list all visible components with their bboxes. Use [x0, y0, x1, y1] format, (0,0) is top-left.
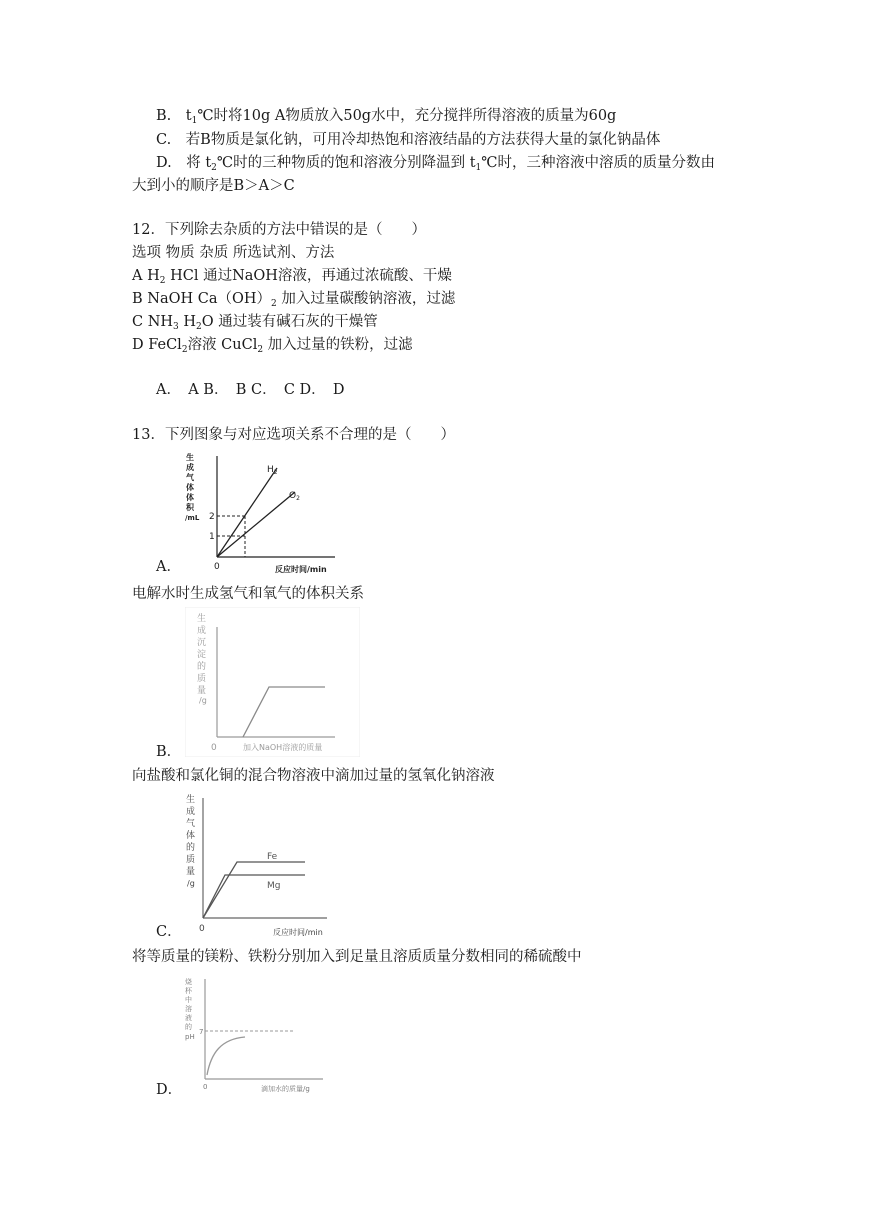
graph-d-ylabel-char: 烧 — [185, 978, 192, 986]
graph-a-ytick: 2 — [209, 512, 215, 522]
graph-b-xlabel: 加入NaOH溶液的质量 — [243, 743, 323, 752]
graph-c-ylabel-char: 气 — [186, 819, 196, 829]
graph-a-ylabel-char: 生 — [186, 453, 194, 462]
q13-option-a-caption: 电解水时生成氢气和氧气的体积关系 — [132, 586, 364, 602]
q12-row-d: D FeCl$_2$溶液 CuCl$_2$ 加入过量的铁粉，过滤 — [132, 337, 413, 355]
graph-c-ylabel-char: 生 — [186, 795, 196, 805]
graph-b-ylabel-char: 淀 — [197, 650, 207, 660]
graph-a-o2-label: $O_2$ — [289, 491, 300, 502]
graph-b-ylabel-char: 生 — [197, 614, 207, 624]
graph-a-ylabel-char: 成 — [186, 463, 194, 472]
graph-a-ylabel-char: 气 — [186, 473, 194, 482]
graph-a-o2-line — [217, 492, 295, 557]
graph-d-ylabel-char: 溶 — [185, 1005, 192, 1013]
graph-b-yunit: /g — [199, 696, 207, 705]
q12-row-a: A $H_2$ HCl 通过NaOH溶液，再通过浓硫酸、干燥 — [132, 268, 452, 286]
graph-b-ylabel-char: 的 — [197, 662, 207, 672]
graph-c-ylabel-char: 的 — [186, 843, 196, 853]
q12-row-b: B NaOH $Ca(OH)_2$ 加入过量碳酸钠溶液，过滤 — [132, 291, 456, 309]
graph-d-curve — [207, 1037, 245, 1075]
q11-option-b: B. $t_1℃$时将10g A物质放入50g水中，充分搅拌所得溶液的质量为60g — [156, 108, 617, 126]
graph-c-ylabel-char: 体 — [186, 831, 196, 841]
q13-option-c-caption: 将等质量的镁粉、铁粉分别加入到足量且溶质质量分数相同的稀硫酸中 — [132, 949, 582, 965]
graph-c-mg-label: Mg — [267, 881, 281, 891]
q13-option-d-label: D． — [156, 1082, 183, 1098]
q13-option-c-label: C． — [156, 924, 182, 940]
graph-b-ylabel-char: 量 — [197, 686, 207, 696]
graph-b-ylabel-char: 成 — [197, 626, 207, 636]
graph-d-ylabel-char: 杯 — [185, 987, 192, 995]
q13-option-b-label: B． — [156, 744, 182, 760]
graph-a-ylabel-char: 体 — [186, 483, 194, 492]
graph-c-mg-curve — [203, 875, 305, 918]
graph-c-ylabel-char: 量 — [186, 867, 196, 877]
graph-d-xlabel: 滴加水的质量/g — [261, 1085, 310, 1093]
graph-d-ph — [185, 975, 335, 1097]
graph-c-origin: 0 — [199, 924, 205, 934]
graph-a-h2-line — [217, 468, 277, 557]
graph-a-ylabel-char: 积 — [186, 503, 194, 512]
q11-option-d-cont: 大到小的顺序是B＞A＞C — [132, 178, 295, 194]
graph-c-ylabel-char: 成 — [186, 807, 196, 817]
graph-b-precipitate — [185, 607, 360, 757]
graph-b-ylabel-char: 沉 — [197, 638, 207, 648]
graph-c-gas-mass — [185, 790, 345, 938]
graph-b-origin: 0 — [211, 743, 217, 753]
graph-d-ylabel-char: 中 — [185, 996, 192, 1004]
q12-stem: 12．下列除去杂质的方法中错误的是（ ） — [132, 222, 426, 238]
graph-d-origin: 0 — [203, 1083, 208, 1091]
q13-option-a-label: A． — [156, 559, 181, 575]
q12-options: A． A B． B C． C D． D — [156, 382, 345, 398]
graph-c-fe-curve — [203, 862, 305, 918]
q12-table-header: 选项 物质 杂质 所选试剂、方法 — [132, 245, 335, 261]
graph-d-ylabel-char: 液 — [185, 1014, 192, 1022]
graph-c-fe-label: Fe — [267, 852, 278, 862]
graph-c-xlabel: 反应时间/min — [273, 928, 323, 937]
graph-d-tick-7: 7 — [199, 1028, 204, 1036]
graph-a-xlabel: 反应时间/min — [275, 565, 327, 574]
graph-b-ylabel-char: 质 — [197, 674, 207, 684]
graph-a-ylabel-char: 体 — [186, 493, 194, 502]
graph-a-yunit: /mL — [185, 514, 200, 522]
graph-a-electrolysis — [185, 450, 355, 575]
graph-a-ytick: 1 — [209, 532, 215, 542]
graph-c-yunit: /g — [187, 879, 195, 888]
q13-option-b-caption: 向盐酸和氯化铜的混合物溶液中滴加过量的氢氧化钠溶液 — [132, 768, 495, 784]
graph-a-origin: 0 — [214, 562, 220, 572]
q11-option-c: C. 若B物质是氯化钠，可用冷却热饱和溶液结晶的方法获得大量的氯化钠晶体 — [156, 132, 661, 148]
q12-row-c: C $NH_3$ $H_2O$ 通过装有碱石灰的干燥管 — [132, 314, 378, 332]
graph-b-curve — [243, 687, 325, 737]
q11-option-d: D. 将 $t_2℃$时的三种物质的饱和溶液分别降温到 $t_1℃$时，三种溶液中溶质的质量分数由 — [156, 155, 716, 173]
graph-a-h2-label: $H_2$ — [267, 465, 278, 476]
graph-d-ylabel-char: 的 — [185, 1023, 192, 1031]
q13-stem: 13．下列图象与对应选项关系不合理的是（ ） — [132, 427, 455, 443]
graph-d-yunit: pH — [185, 1033, 195, 1041]
graph-c-ylabel-char: 质 — [186, 855, 196, 865]
